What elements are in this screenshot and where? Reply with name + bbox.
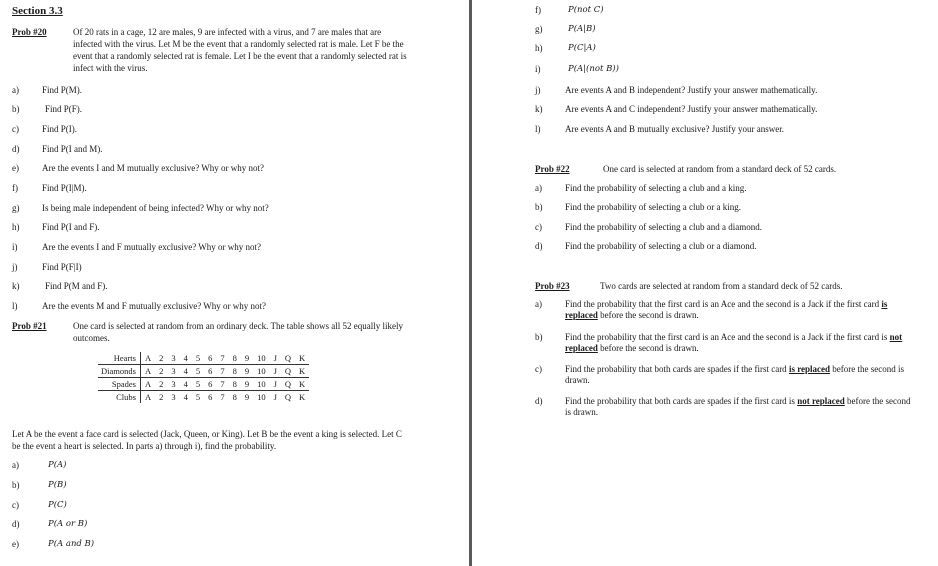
rank-cell: K [299, 353, 306, 363]
item-letter: j) [12, 262, 18, 272]
prob23-item [565, 332, 915, 354]
item-letter: k) [535, 104, 543, 114]
prob20-item: Are the events I and M mutually exclusive? Why or why not? [42, 163, 265, 173]
rank-cell: 9 [241, 365, 253, 378]
item-text: before the second is drawn. [565, 396, 911, 417]
rank-cell: A [140, 391, 155, 404]
rank-cell: 2 [155, 391, 167, 404]
prob20-item: Find P(M and F). [45, 281, 108, 291]
prob21-item: P(A or B) [48, 519, 88, 529]
prob20-item: Find P(I|M). [42, 183, 87, 193]
item-letter: l) [12, 301, 18, 311]
prob21-continued-item: P(C|A) [568, 43, 596, 53]
item-letter: e) [12, 539, 19, 549]
item-letter: h) [12, 222, 20, 232]
rank-cell: 7 [216, 391, 228, 404]
item-letter: a) [12, 460, 19, 470]
rank-cell: 10 [253, 391, 270, 404]
prob23-label: Prob #23 [535, 281, 570, 291]
rank-cell: 8 [229, 391, 241, 404]
rank-cell: 5 [192, 365, 204, 378]
table-row [98, 365, 309, 378]
prob20-label: Prob #20 [12, 27, 47, 37]
item-letter: l) [535, 124, 541, 134]
rank-cell: 6 [204, 391, 216, 404]
rank-cell: J [270, 365, 281, 378]
rank-cell: 10 [257, 353, 266, 363]
prob22-item: Find the probability of selecting a club or a king. [565, 202, 741, 212]
rank-cell: 4 [180, 365, 192, 378]
item-letter: f) [12, 183, 18, 193]
table-row [98, 352, 309, 365]
card-outcomes-table [98, 352, 309, 403]
item-letter: d) [12, 519, 20, 529]
emphasized-phrase: is replaced [788, 364, 831, 374]
rank-cell: K [295, 378, 309, 391]
rank-cell: A [140, 365, 155, 378]
rank-cell: 6 [204, 378, 216, 391]
prob23-item [565, 396, 915, 418]
rank-cell: Q [284, 353, 292, 363]
item-letter: c) [535, 364, 542, 374]
table-row [98, 378, 309, 391]
suit-cell: Hearts [98, 352, 140, 365]
prob22-item: Find the probability of selecting a club and a king. [565, 183, 747, 193]
rank-cell: A [140, 378, 155, 391]
prob21-continued-item: Are events A and C independent? Justify your answer mathematically. [565, 104, 818, 114]
item-letter: k) [12, 281, 20, 291]
prob21-continued-item: P(A|B) [568, 24, 596, 34]
rank-cell: 7 [220, 353, 225, 363]
suit-cell: Spades [98, 378, 140, 391]
rank-cell: Q [281, 391, 295, 404]
item-letter: b) [12, 480, 20, 490]
rank-cell: J [270, 391, 281, 404]
prob20-item: Find P(I). [42, 124, 78, 134]
section-title: Section 3.3 [12, 5, 63, 17]
table-row [98, 391, 309, 404]
rank-cell: 5 [192, 391, 204, 404]
rank-cell: 2 [159, 353, 164, 363]
prob22-item: Find the probability of selecting a club and a diamond. [565, 222, 762, 232]
rank-cell: 2 [155, 378, 167, 391]
item-text: before the second is drawn. [597, 310, 699, 320]
item-letter: a) [535, 183, 542, 193]
rank-cell: 6 [204, 365, 216, 378]
suit-cell: Diamonds [98, 365, 140, 378]
prob21-item: P(A and B) [48, 539, 95, 549]
prob21-continued-item: P(A|(not B)) [568, 64, 619, 74]
item-text: Find the probability that both cards are spades if the first card [565, 364, 789, 374]
rank-cell: 7 [216, 365, 228, 378]
rank-cell: A [144, 353, 152, 363]
rank-cell: 4 [180, 378, 192, 391]
rank-cell: 9 [244, 353, 250, 363]
item-text: before the second is drawn. [565, 364, 905, 385]
prob21-item: P(C) [48, 500, 67, 510]
prob20-item: Are the events I and F mutually exclusive? Why or why not? [42, 242, 262, 252]
emphasized-phrase: is replaced [565, 299, 888, 320]
item-letter: e) [12, 163, 19, 173]
item-letter: j) [535, 85, 541, 95]
prob22-text: One card is selected at random from a standard deck of 52 cards. [603, 164, 837, 174]
prob21-label: Prob #21 [12, 321, 47, 331]
rank-cell: 3 [167, 365, 179, 378]
rank-cell: 9 [241, 378, 253, 391]
prob22-item: Find the probability of selecting a club or a diamond. [565, 241, 757, 251]
item-text: Find the probability that the first card is an Ace and the second is a Jack if the first card [565, 299, 882, 309]
emphasized-phrase: not replaced [565, 332, 903, 353]
rank-cell: Q [281, 378, 295, 391]
rank-cell: 4 [183, 353, 188, 363]
item-text: before the second is drawn. [597, 343, 699, 353]
prob20-item: Are the events M and F mutually exclusive? Why or why not? [42, 301, 267, 311]
rank-cell: 2 [155, 365, 167, 378]
prob21-events-text: Let A be the event a face card is selected (Jack, Queen, or King). Let B be the event a king is selected. Let C be the event a heart is selected. In parts a) through i), find the probability. [12, 429, 402, 451]
prob23-item [565, 364, 915, 386]
rank-cell: 5 [195, 353, 201, 363]
prob20-item: Find P(I and F). [42, 222, 100, 232]
rank-cell: K [295, 365, 309, 378]
item-text: Find the probability that the first card is an Ace and the second is a Jack if the first card is [565, 332, 890, 342]
prob21-item: P(A) [48, 460, 67, 470]
prob20-text: Of 20 rats in a cage, 12 are males, 9 are infected with a virus, and 7 are males that are infected with the virus. Let M be the event that a randomly selected rat is male. Let F be the event that a randomly selected rat is female. Let I be the event that a randomly selected rat is infect with the virus. [73, 27, 407, 73]
item-letter: a) [535, 299, 542, 309]
item-letter: c) [12, 500, 19, 510]
item-letter: b) [12, 104, 20, 114]
item-letter: c) [12, 124, 19, 134]
item-text: Find the probability that both cards are spades if the first card is [565, 396, 798, 406]
rank-cell: Q [281, 365, 295, 378]
prob20-item: Find P(M). [42, 85, 83, 95]
prob21-item: P(B) [48, 480, 67, 490]
item-letter: b) [535, 332, 543, 342]
rank-cell: 10 [253, 378, 270, 391]
item-letter: a) [12, 85, 19, 95]
item-letter: f) [535, 5, 541, 15]
rank-cell: 8 [229, 365, 241, 378]
prob20-item: Find P(I and M). [42, 144, 103, 154]
item-letter: h) [535, 43, 543, 53]
prob23-text: Two cards are selected at random from a standard deck of 52 cards. [600, 281, 843, 291]
rank-cell: 3 [167, 391, 179, 404]
prob21-text: One card is selected at random from an ordinary deck. The table shows all 52 equally likely outcomes. [73, 321, 403, 343]
rank-cell: 8 [232, 353, 237, 363]
rank-cell: J [270, 378, 281, 391]
rank-cell: K [295, 391, 309, 404]
rank-cell: 4 [180, 391, 192, 404]
prob21-continued-item: P(not C) [568, 5, 604, 15]
suit-cell: Clubs [98, 391, 140, 404]
rank-cell: 8 [229, 378, 241, 391]
rank-cell: 10 [253, 365, 270, 378]
prob22-label: Prob #22 [535, 164, 570, 174]
prob21-continued-item: Are events A and B independent? Justify your answer mathematically. [565, 85, 818, 95]
item-letter: i) [12, 242, 18, 252]
item-letter: b) [535, 202, 543, 212]
item-letter: g) [12, 203, 20, 213]
rank-cell: 6 [208, 353, 213, 363]
page-divider [469, 0, 472, 566]
item-letter: g) [535, 24, 543, 34]
item-letter: d) [535, 241, 543, 251]
rank-cell: 3 [171, 353, 176, 363]
rank-cell: 5 [192, 378, 204, 391]
item-letter: d) [12, 144, 20, 154]
prob20-item: Find P(F). [45, 104, 83, 114]
item-letter: d) [535, 396, 543, 406]
prob20-item: Is being male independent of being infected? Why or why not? [42, 203, 269, 213]
prob20-item: Find P(F|I) [42, 262, 82, 272]
rank-cell: J [273, 353, 277, 363]
item-letter: i) [535, 64, 541, 74]
rank-cell: 3 [167, 378, 179, 391]
rank-cell: 7 [216, 378, 228, 391]
emphasized-phrase: not replaced [797, 396, 845, 406]
prob21-continued-item: Are events A and B mutually exclusive? Justify your answer. [565, 124, 784, 134]
prob23-item [565, 299, 915, 321]
item-letter: c) [535, 222, 542, 232]
rank-cell: 9 [241, 391, 253, 404]
